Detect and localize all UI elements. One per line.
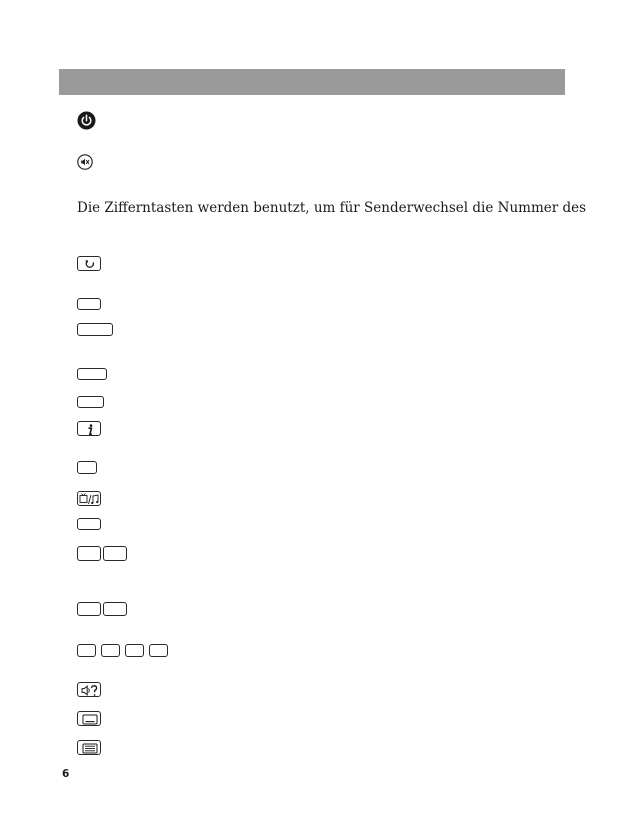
- info-icon: [77, 421, 101, 436]
- key-blank-wide: [77, 323, 113, 336]
- key-blank: [77, 298, 101, 310]
- key-blank-small: [77, 461, 97, 474]
- key-blank: [77, 518, 101, 530]
- key-pair-left: [77, 602, 101, 616]
- color-key-3: [125, 644, 144, 657]
- key-blank: [77, 396, 104, 408]
- key-pair-right: [103, 602, 127, 616]
- audio-language-icon: [77, 682, 101, 697]
- teletext-icon: [77, 740, 101, 755]
- subtitle-icon: [77, 711, 101, 726]
- return-icon: [77, 256, 101, 271]
- color-key-1: [77, 644, 96, 657]
- key-pair-right: [103, 546, 127, 561]
- power-icon: [77, 111, 96, 130]
- tv-radio-icon: [77, 491, 101, 506]
- key-pair-left: [77, 546, 101, 561]
- key-blank: [77, 368, 107, 380]
- mute-icon: [77, 154, 93, 170]
- section-header-bar: [59, 69, 565, 95]
- color-key-4: [149, 644, 168, 657]
- intro-paragraph: Die Zifferntasten werden benutzt, um für Senderwechsel die Nummer des: [77, 200, 587, 216]
- color-key-2: [101, 644, 120, 657]
- page-number: 6: [62, 768, 70, 780]
